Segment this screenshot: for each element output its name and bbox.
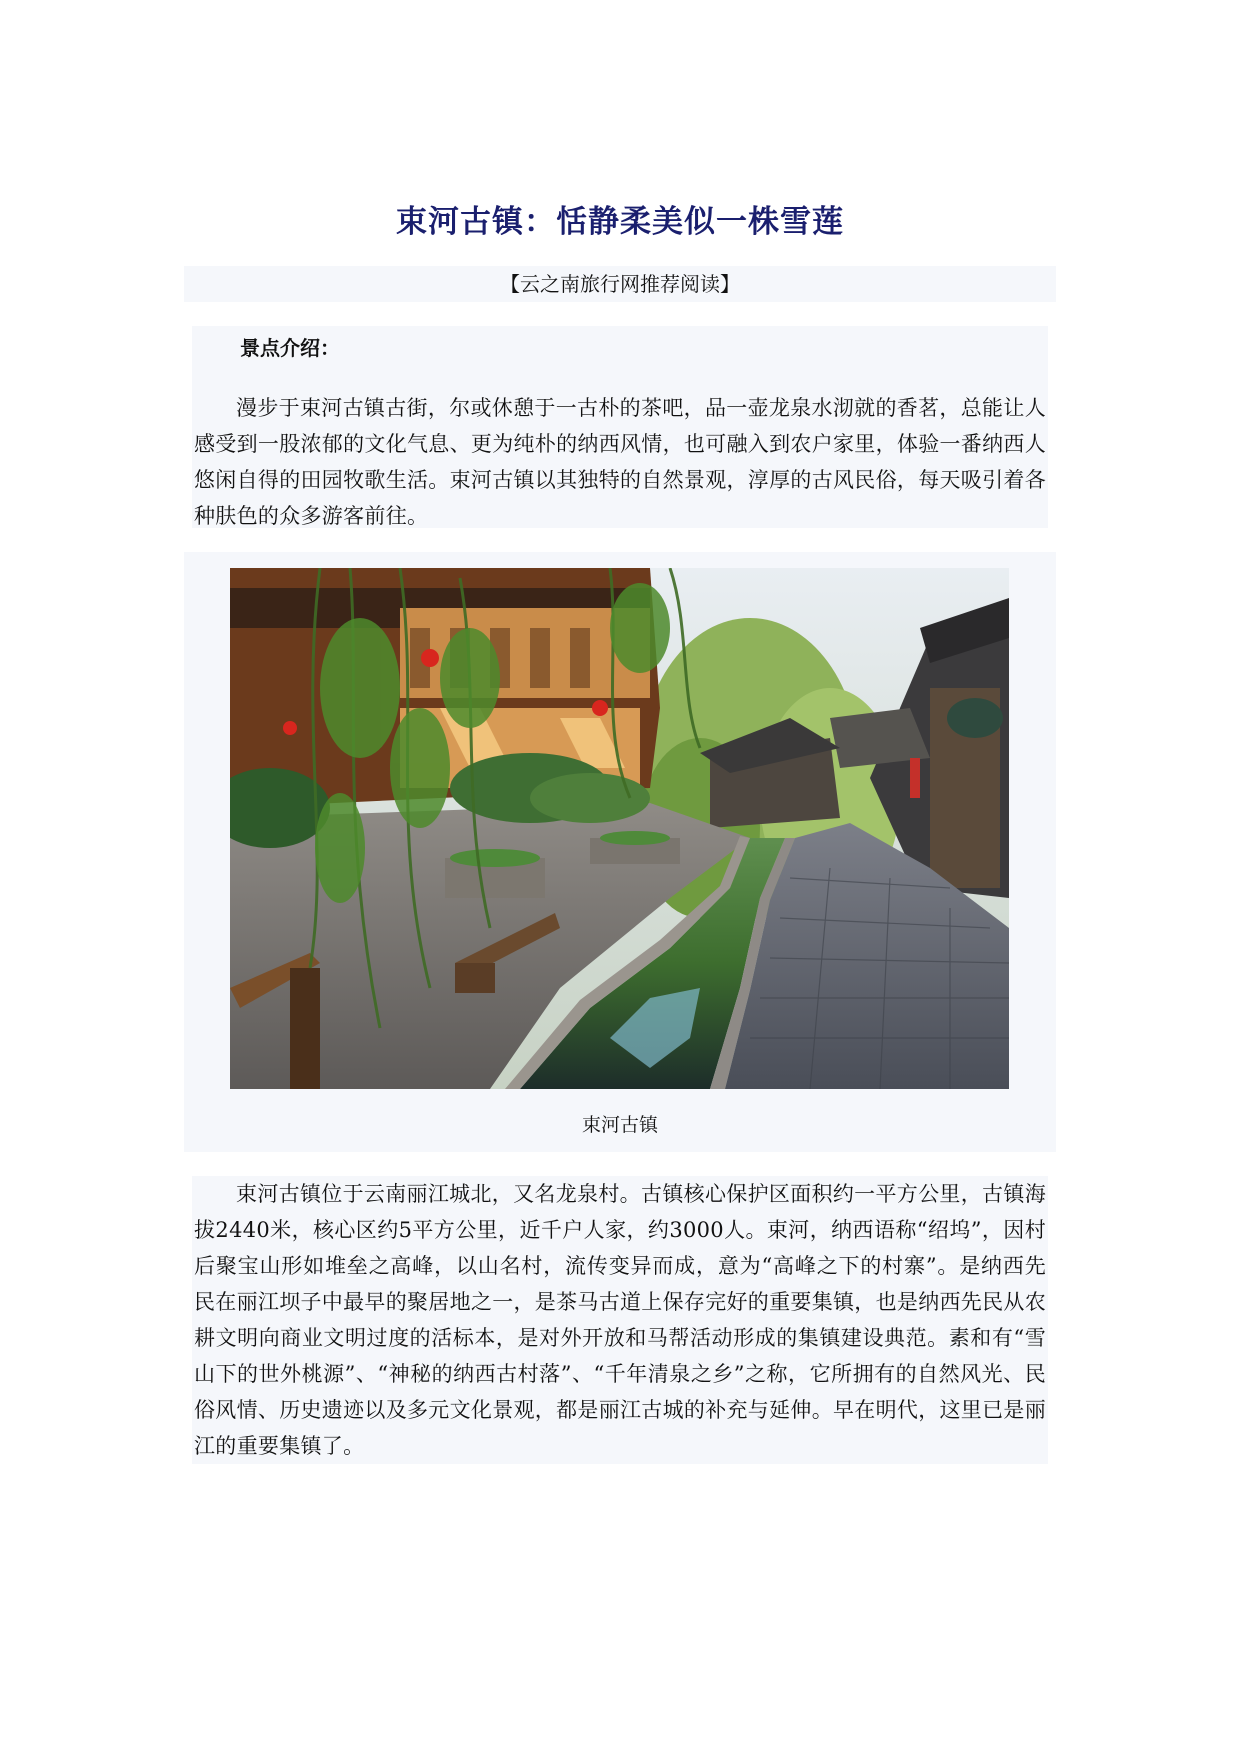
body-paragraph: 束河古镇位于云南丽江城北，又名龙泉村。古镇核心保护区面积约一平方公里，古镇海拔2440米，核心区约5平方公里，近千户人家，约3000人。束河，纳西语称“绍坞”，因村后聚宝山形如堆垒之高峰，以山名村，流传变异而成，意为“高峰之下的村寨”。是纳西先民在丽江坝子中最早的聚居地之一，是茶马古道上保存完好的重要集镇，也是纳西先民从农耕文明向商业文明过度的活标本，是对外开放和马帮活动形成的集镇建设典范。素和有“雪山下的世外桃源”、“神秘的纳西古村落”、“千年清泉之乡”之称，它所拥有的自然风光、民俗风情、历史遗迹以及多元文化景观，都是丽江古城的补充与延伸。早在明代，这里已是丽江的重要集镇了。 xyxy=(194,1182,1046,1458)
intro-section xyxy=(192,326,1048,528)
intro-paragraph: 漫步于束河古镇古街，尔或休憩于一古朴的茶吧，品一壶龙泉水沏就的香茗，总能让人感受到一股浓郁的文化气息、更为纯朴的纳西风情，也可融入到农户家里，体验一番纳西人悠闲自得的田园牧歌生活。束河古镇以其独特的自然景观，淳厚的古风民俗，每天吸引着各种肤色的众多游客前往。 xyxy=(194,396,1046,528)
old-town-photo xyxy=(230,568,1009,1089)
page-title: 束河古镇：恬静柔美似一株雪莲 xyxy=(396,204,844,240)
recommended-reading-banner: 【云之南旅行网推荐阅读】 xyxy=(184,266,1056,302)
photo-caption: 束河古镇 xyxy=(581,1114,658,1136)
photo-section xyxy=(184,552,1056,1152)
intro-heading: 景点介绍： xyxy=(240,336,340,360)
body-section xyxy=(192,1176,1048,1464)
